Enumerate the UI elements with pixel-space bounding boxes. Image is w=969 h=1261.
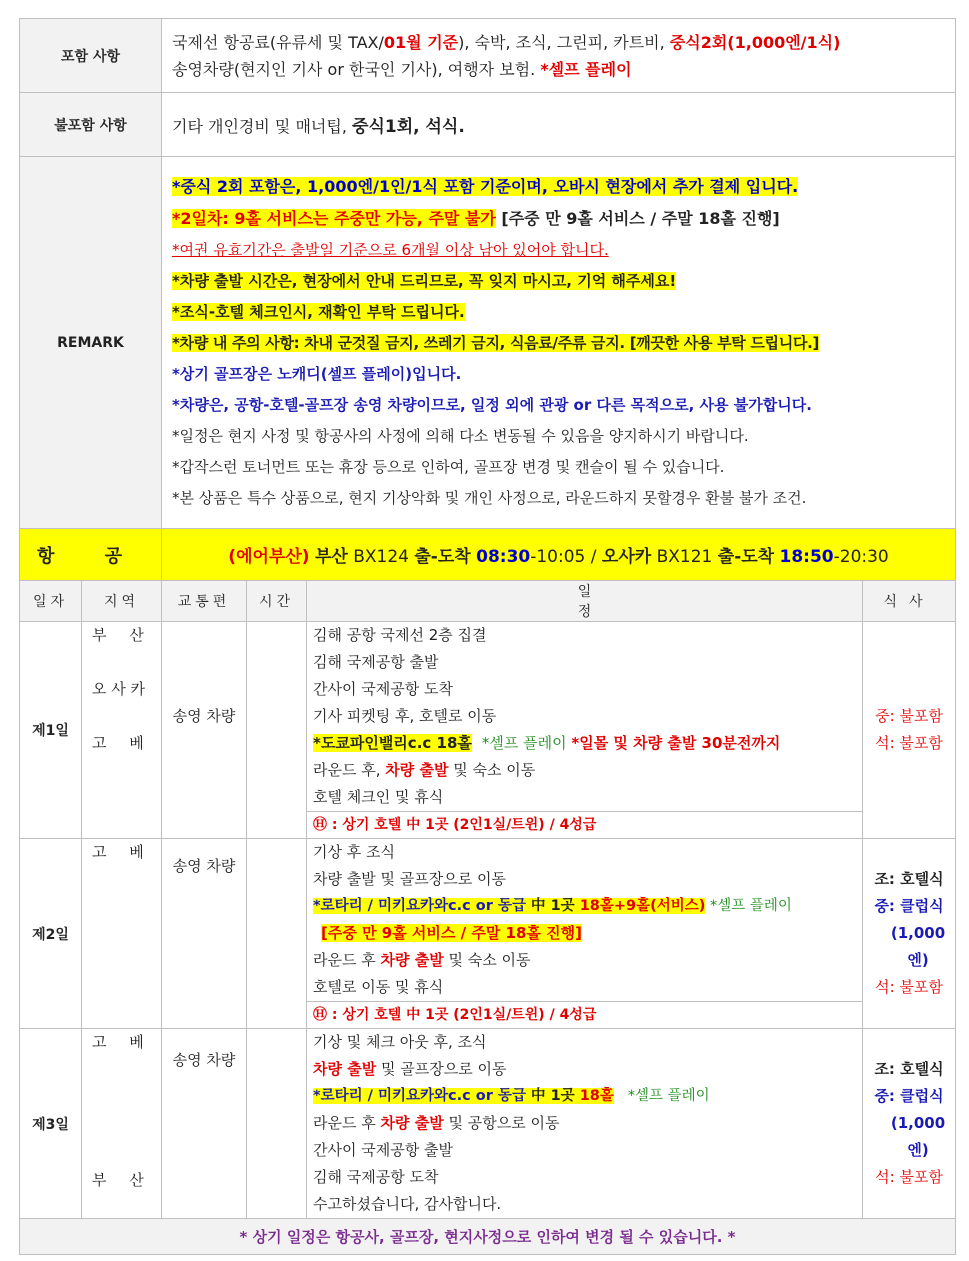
remark-row (20, 157, 956, 529)
day2-time (247, 839, 307, 1029)
remark-line-11: *본 상품은 특수 상품으로, 현지 기상악화 및 개인 사정으로, 라운드하지 못할경우 환불 불가 조건. (172, 489, 807, 507)
day1-regions: 부 산 오 사 카 고 베 (82, 622, 162, 839)
remark-line-10: *갑작스런 토너먼트 또는 휴장 등으로 인하여, 골프장 변경 및 캔슬이 될 수 있습니다. (172, 458, 725, 476)
header-schedule: 일 정 (307, 581, 863, 622)
day2-hotel: Ⓗ : 상기 호텔 中 1곳 (2인1실/트윈) / 4성급 (307, 1001, 863, 1028)
day1-golf-line: *도쿄파인밸리c.c 18홀 *셀프 플레이 *일몰 및 차량 출발 30분전까지 (313, 734, 781, 752)
day3-schedule: 기상 및 체크 아웃 후, 조식 차량 출발 및 골프장으로 이동 *로타리 / 미키요카와c.c or 동급 中 1곳 18홀 *셀프 플레이 라운드 후 차량 출발 및 공항으로 이동 간사이 국제공항 출발 김해 국제공항 도착 수고하셨습니다, 감사합니다. (307, 1029, 863, 1219)
day1-transport: 송영 차량 (162, 622, 247, 839)
header-time: 시간 (247, 581, 307, 622)
day1-meals: 중: 불포함 석: 불포함 (863, 622, 956, 839)
footer-row (20, 1219, 956, 1255)
day2-region: 고 베 (82, 839, 162, 1029)
day3-regions: 고 베 부 산 (82, 1029, 162, 1219)
header-region: 지역 (82, 581, 162, 622)
day3-golf-line: *로타리 / 미키요카와c.c or 동급 中 1곳 18홀 *셀프 플레이 (313, 1088, 710, 1104)
remark-line-9: *일정은 현지 사정 및 항공사의 사정에 의해 다소 변동될 수 있음을 양지하시기 바랍니다. (172, 427, 749, 445)
remark-line-5: *조식-호텔 체크인시, 재확인 부탁 드립니다. (172, 303, 465, 321)
includes-row (20, 19, 956, 93)
remark-line-2: *2일차: 9홀 서비스는 주중만 가능, 주말 불가 (172, 209, 496, 228)
day2-schedule: 기상 후 조식 차량 출발 및 골프장으로 이동 *로타리 / 미키요카와c.c or 동급 中 1곳 18홀+9홀(서비스) *셀프 플레이 [주중 만 9홀 서비스 / 주말 18홀 진행] 라운드 후 차량 출발 및 숙소 이동 호텔로 이동 및 휴식 Ⓗ : 상기 호텔 中 1곳 (2인1실/트윈) / 4성급 (307, 839, 863, 1029)
footer-note: * 상기 일정은 항공사, 골프장, 현지사정으로 인하여 변경 될 수 있습니다. * (20, 1219, 956, 1255)
header-meal: 식사 (863, 581, 956, 622)
day2-transport: 송영 차량 (162, 839, 247, 1029)
day3-row (20, 1029, 956, 1219)
flight-row (20, 529, 956, 581)
remark-line-4: *차량 출발 시간은, 현장에서 안내 드리므로, 꼭 잊지 마시고, 기억 해주세요! (172, 272, 677, 290)
schedule-header-row (20, 581, 956, 622)
excludes-label: 불포함 사항 (20, 93, 162, 157)
day3-label: 제3일 (20, 1029, 82, 1219)
day1-label: 제1일 (20, 622, 82, 839)
flight-label: 항 공 (20, 529, 162, 581)
header-transport: 교통편 (162, 581, 247, 622)
itinerary-table (19, 18, 956, 1255)
header-day: 일자 (20, 581, 82, 622)
remark-content: *중식 2회 포함은, 1,000엔/1인/1식 포함 기준이며, 오바시 현장에서 추가 결제 입니다. *2일차: 9홀 서비스는 주중만 가능, 주말 불가 [주중 만 9홀 서비스 / 주말 18홀 진행] *여권 유효기간은 출발일 기준으로 6개월 이상 남아 있어야 합니다. *차량 출발 시간은, 현장에서 안내 드리므로, 꼭 잊지 마시고, 기억 해주세요! *조식-호텔 체크인시, 재확인 부탁 드립니다. *차량 내 주의 사항: 차내 군것질 금지, 쓰레기 금지, 식음료/주류 금지. [깨끗한 사용 부탁 드립니다.] *상기 골프장은 노캐디(셀프 플레이)입니다. *차량은, 공항-호텔-골프장 송영 차량이므로, 일정 외에 관광 or 다른 목적으로, 사용 불가합니다. *일정은 현지 사정 및 항공사의 사정에 의해 다소 변동될 수 있음을 양지하시기 바랍니다. *갑작스런 토너먼트 또는 휴장 등으로 인하여, 골프장 변경 및 캔슬이 될 수 있습니다. *본 상품은 특수 상품으로, 현지 기상악화 및 개인 사정으로, 라운드하지 못할경우 환불 불가 조건. (162, 157, 956, 529)
day3-meals: 조: 호텔식 중: 클럽식 (1,000엔) 석: 불포함 (863, 1029, 956, 1219)
remark-line-8: *차량은, 공항-호텔-골프장 송영 차량이므로, 일정 외에 관광 or 다른 목적으로, 사용 불가합니다. (172, 396, 812, 414)
includes-content: 국제선 항공료(유류세 및 TAX/01월 기준), 숙박, 조식, 그린피, 카트비, 중식2회(1,000엔/1식) 송영차량(현지인 기사 or 한국인 기사), 여행자 보험. *셀프 플레이 (162, 19, 956, 93)
flight-info: (에어부산) 부산 BX124 출-도착 08:30-10:05 / 오사카 BX121 출-도착 18:50-20:30 (162, 529, 956, 581)
day1-schedule: 김해 공항 국제선 2층 집결 김해 국제공항 출발 간사이 국제공항 도착 기사 피켓팅 후, 호텔로 이동 *도쿄파인밸리c.c 18홀 *셀프 플레이 *일몰 및 차량 출발 30분전까지 라운드 후, 차량 출발 및 숙소 이동 호텔 체크인 및 휴식 Ⓗ : 상기 호텔 中 1곳 (2인1실/트윈) / 4성급 (307, 622, 863, 839)
day2-label: 제2일 (20, 839, 82, 1029)
excludes-content: 기타 개인경비 및 매너팁, 중식1회, 석식. (162, 93, 956, 157)
day2-meals: 조: 호텔식 중: 클럽식 (1,000엔) 석: 불포함 (863, 839, 956, 1029)
remark-line-3: *여권 유효기간은 출발일 기준으로 6개월 이상 남아 있어야 합니다. (172, 241, 609, 259)
day3-transport: 송영 차량 (162, 1029, 247, 1219)
day1-row (20, 622, 956, 839)
day2-golf-line: *로타리 / 미키요카와c.c or 동급 中 1곳 18홀+9홀(서비스) *셀프 플레이 (313, 898, 792, 914)
day2-row (20, 839, 956, 1029)
includes-label: 포함 사항 (20, 19, 162, 93)
remark-label: REMARK (20, 157, 162, 529)
remark-line-1: *중식 2회 포함은, 1,000엔/1인/1식 포함 기준이며, 오바시 현장에서 추가 결제 입니다. (172, 177, 799, 196)
day1-time (247, 622, 307, 839)
day3-time (247, 1029, 307, 1219)
excludes-row (20, 93, 956, 157)
itinerary-document (19, 18, 955, 1255)
remark-line-6: *차량 내 주의 사항: 차내 군것질 금지, 쓰레기 금지, 식음료/주류 금지. [깨끗한 사용 부탁 드립니다.] (172, 334, 820, 352)
day1-hotel: Ⓗ : 상기 호텔 中 1곳 (2인1실/트윈) / 4성급 (307, 811, 863, 838)
remark-line-7: *상기 골프장은 노캐디(셀프 플레이)입니다. (172, 365, 462, 383)
